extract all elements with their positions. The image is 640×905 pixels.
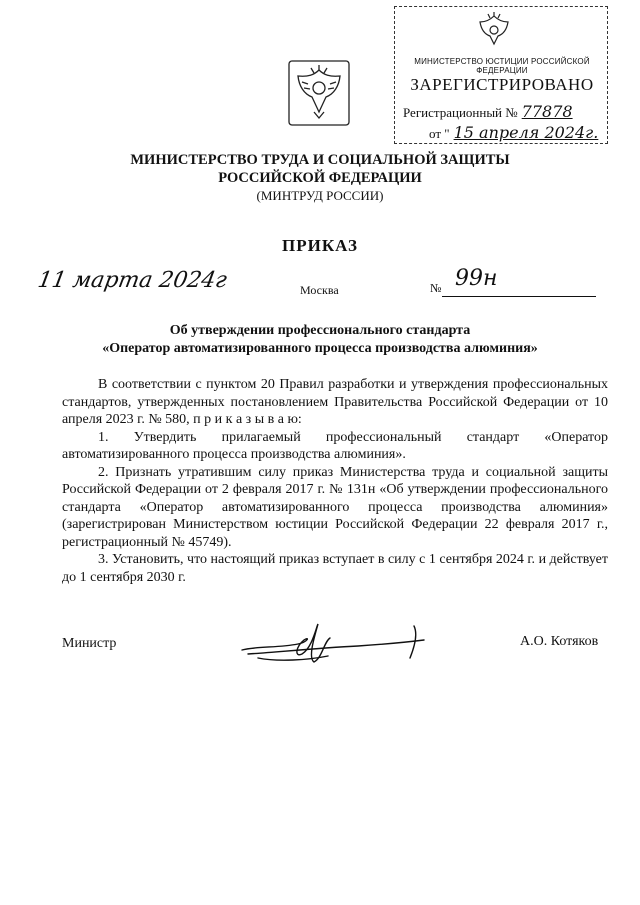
stamp-reg-date (429, 123, 598, 142)
body-paragraph-item-3: 3. Установить, что настоящий приказ вступает в силу с 1 сентября 2024 г. и действует до 1 сентября 2030 г. (62, 552, 608, 585)
order-body (62, 376, 608, 586)
ministry-title (0, 151, 640, 187)
order-title (0, 322, 640, 358)
signatory-position: Министр (62, 636, 117, 651)
stamp-reg-number (403, 102, 573, 121)
stamp-ministry: МИНИСТЕРСТВО ЮСТИЦИИ РОССИЙСКОЙ ФЕДЕРАЦИИ (414, 57, 590, 75)
stamp-reg-label: Регистрационный № (403, 105, 518, 120)
order-number-underline (442, 296, 596, 297)
order-city: Москва (300, 283, 339, 297)
ministry-line-1: МИНИСТЕРСТВО ТРУДА И СОЦИАЛЬНОЙ ЗАЩИТЫ (130, 152, 510, 168)
document-type: ПРИКАЗ (282, 236, 358, 255)
signatory-name: А.О. Котяков (520, 634, 599, 649)
ministry-short-name: (МИНТРУД РОССИИ) (256, 188, 384, 203)
stamp-eagle-icon (472, 10, 516, 50)
stamp-reg-number-value: 77878 (521, 102, 573, 121)
stamp-registered: ЗАРЕГИСТРИРОВАНО (410, 75, 594, 94)
order-number-label: № (430, 281, 442, 295)
body-paragraph-item-1: 1. Утвердить прилагаемый профессиональный стандарт «Оператор автоматизированного процесса производства алюминия». (62, 429, 608, 462)
order-date-handwritten: 11 марта 2024г (35, 268, 229, 293)
stamp-date-value: 15 апреля 2024г. (453, 123, 599, 142)
order-title-line-2: «Оператор автоматизированного процесса производства алюминия» (102, 341, 538, 356)
body-paragraph-item-2: 2. Признать утратившим силу приказ Министерства труда и социальной защиты Российской Федерации от 2 февраля 2017 г. № 131н «Об утверждении профессионального стандарта «Оператор автоматизированного процесса производства алюминия» (зарегистрирован Министерством юстиции Российской Федерации 22 февраля 2017 г., регистрационный № 45749). (62, 464, 608, 550)
order-number-handwritten: 99н (455, 266, 498, 291)
body-paragraph-preamble: В соответствии с пунктом 20 Правил разработки и утверждения профессиональных стандартов, утвержденных постановлением Правительства Российской Федерации от 10 апреля 2023 г. № 580, п р и к а з ы в а ю: (62, 377, 608, 427)
handwritten-signature (238, 618, 438, 668)
order-title-line-1: Об утверждении профессионального стандарта (169, 323, 471, 338)
stamp-date-label: от " (429, 126, 450, 141)
ministry-line-2: РОССИЙСКОЙ ФЕДЕРАЦИИ (218, 170, 422, 186)
coat-of-arms-icon (288, 60, 350, 126)
